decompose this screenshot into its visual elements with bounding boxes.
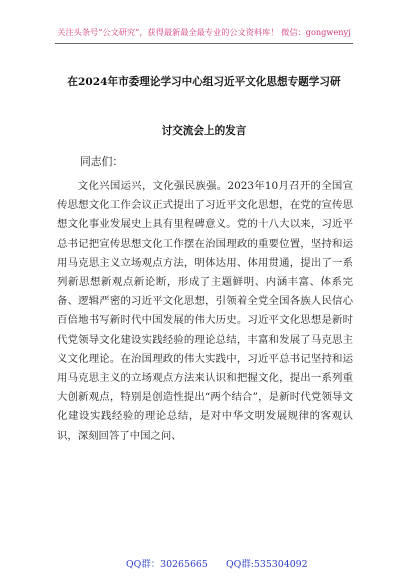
footer: [0, 556, 408, 574]
footer-qq-group-2: QQ群:535304092: [226, 559, 308, 570]
body-paragraph: 文化兴国运兴，文化强民族强。2023年10月召开的全国宣传思想文化工作会议正式提出了习近平文化思想，在党的宣传思想文化事业发展史上具有里程碑意义。党的十八大以来，习近平总书记把宣传思想文化工作摆在治国理政的重要位置，坚持和运用马克思主义立场观点方法，明体达用、体用贯通，提出了一系列新思想新观点新论断，形成了主题鲜明、内涵丰富、体系完备、逻辑严密的习近平文化思想，引领着全党全国各族人民信心百倍地书写新时代中国发展的伟大历史。习近平文化思想是新时代党领导文化建设实践经验的理论总结，丰富和发展了马克思主义文化理论。在治国理政的伟大实践中，习近平总书记坚持和运用马克思主义的立场观点方法来认识和把握文化，提出一系列重大创新观点，特别是创造性提出“两个结合”，是新时代党领导文化建设实践经验的理论总结，是对中华文明发展规律的客观认识，深刻回答了中国之问、: [57, 180, 353, 442]
salutation: 同志们：: [80, 155, 124, 168]
document-title-line-1: 在2024年市委理论学习中心组习近平文化思想专题学习研: [67, 76, 341, 88]
footer-qq-group-1: QQ群：30265665: [126, 559, 208, 570]
header-banner: 关注头条号“公文研究”，获得最新最全最专业的公文资料库！ 微信：gongwenyj: [57, 27, 351, 37]
document-title-line-2: 讨交流会上的发言: [161, 125, 247, 137]
header-divider: [55, 43, 353, 44]
